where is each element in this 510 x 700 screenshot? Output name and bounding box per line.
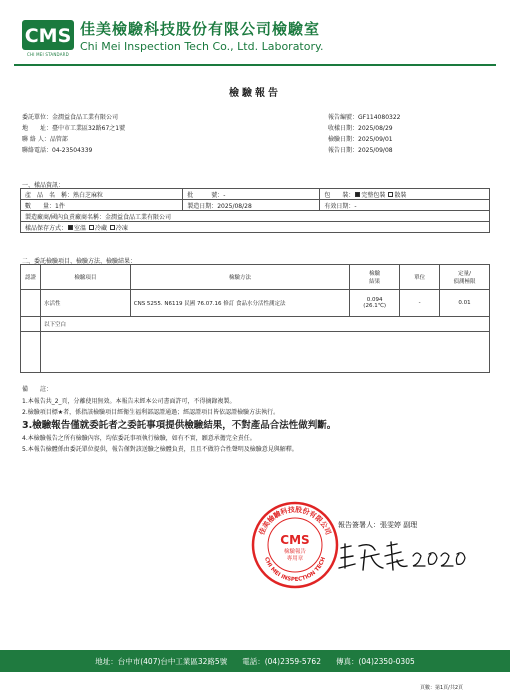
company-seal xyxy=(250,500,340,590)
handwritten-signature xyxy=(335,540,475,574)
row-method: CNS 5255. N6119 民國 76.07.16 修訂 食品水分活性測定法 xyxy=(130,290,349,317)
note-2: 2.檢驗項目標★者，係指該檢驗項目經衛生福利部認證通過；經認證項目皆依認證檢驗方法執行。 xyxy=(22,409,280,416)
seal-line-1: 檢驗報告 xyxy=(283,549,307,555)
logo-text: CMS xyxy=(24,25,72,47)
note-4: 4.本檢驗報告之所有檢驗內容，均依委託事項執行檢驗，如有不實，願意承擔完全責任。 xyxy=(22,435,256,442)
client-address: 地 址：臺中市工業區32路67之1號 xyxy=(22,125,126,132)
storage-label: 樣品保存方式： xyxy=(25,224,68,232)
col-header-item: 檢驗項目 xyxy=(40,265,130,290)
manufacturer: 製造廠商/國內負責廠商名稱：金潤益食品工業有限公司 xyxy=(21,211,490,222)
table-row xyxy=(21,332,490,373)
col-header-limit: 定量/ 偵測極限 xyxy=(440,265,490,290)
lot-number: 批 號：- xyxy=(183,189,320,200)
report-number: 報告編號：GF114080322 xyxy=(328,114,401,121)
seal-logo: CMS xyxy=(280,533,310,547)
col-header-accreditation: 認證 xyxy=(21,265,41,290)
client-info xyxy=(22,112,125,156)
row-result-temp: (26.1℃) xyxy=(363,303,387,309)
manufacture-date: 製造日期：2025/08/28 xyxy=(183,200,320,211)
seal-ring-english: CHI MEI INSPECTION TECH xyxy=(263,556,327,584)
document-title: 檢驗報告 xyxy=(229,88,281,99)
sample-section-title: 一、樣品資訊： xyxy=(22,182,65,189)
row-result xyxy=(350,290,400,317)
packaging-complete-label: 完整包裝 xyxy=(361,191,386,199)
storage-room-temp-label: 室溫 xyxy=(74,224,87,232)
packaging-complete-checkbox xyxy=(355,192,360,197)
page-number: 頁數：第1頁/共2頁 xyxy=(420,685,464,691)
company-logo xyxy=(22,20,74,50)
packaging xyxy=(320,189,490,200)
logo-subtitle: CHI MEI STANDARD xyxy=(27,52,69,57)
row-result-value: 0.094 xyxy=(366,297,383,303)
product-name: 產 品 名 稱：熟白芝麻粒 xyxy=(21,189,183,200)
report-signer: 報告簽署人：張雯婷 副理 xyxy=(338,521,418,529)
note-1: 1.本報告共_2_頁，分離使用無效。本報告未經本公司書面許可，不得摘錄複製。 xyxy=(22,398,236,405)
note-3: 3.檢驗報告僅就委託者之委託事項提供檢驗結果，不對產品合法性做判斷。 xyxy=(22,420,337,431)
client-phone: 聯絡電話：04-23504339 xyxy=(22,147,93,154)
notes-heading: 備 註： xyxy=(22,386,53,393)
storage-room-temp-checkbox xyxy=(68,225,73,230)
row-item: 水活性 xyxy=(40,290,130,317)
row-accreditation xyxy=(21,290,41,317)
table-row xyxy=(21,290,490,317)
col-header-method: 檢驗方法 xyxy=(130,265,349,290)
packaging-bulk-checkbox xyxy=(388,192,393,197)
storage-method xyxy=(21,222,490,233)
report-info xyxy=(328,112,400,156)
col-header-result: 檢驗 結果 xyxy=(350,265,400,290)
expiry-date: 有效日期：- xyxy=(320,200,490,211)
row-limit: 0.01 xyxy=(440,290,490,317)
seal-ring-text: 佳美檢驗科技股份有限公司 xyxy=(257,505,333,537)
storage-frozen-label: 冷凍 xyxy=(115,224,128,232)
row-unit: - xyxy=(400,290,440,317)
note-5: 5.本報告檢體係由委託單位提供，報告僅對該送驗之檢體負責，且且不做符合性聲明及檢驗意見與解釋。 xyxy=(22,446,298,453)
sample-info-table xyxy=(20,188,490,233)
col-header-unit: 單位 xyxy=(400,265,440,290)
company-name-cn: 佳美檢驗科技股份有限公司檢驗室 xyxy=(80,20,321,38)
storage-refrigerated-checkbox xyxy=(89,225,94,230)
packaging-label: 包 裝： xyxy=(324,191,355,199)
header-divider xyxy=(14,64,496,66)
end-of-table-text: 以下空白 xyxy=(40,317,489,332)
svg-text:佳美檢驗科技股份有限公司 xyxy=(257,505,333,536)
storage-refrigerated-label: 冷藏 xyxy=(94,224,107,232)
packaging-bulk-label: 散裝 xyxy=(394,191,407,199)
company-name-en: Chi Mei Inspection Tech Co., Ltd. Laboratory. xyxy=(80,40,324,53)
quantity: 數 量：1件 xyxy=(21,200,183,211)
seal-line-2: 專用章 xyxy=(286,556,304,562)
issue-date: 報告日期：2025/09/08 xyxy=(328,147,393,154)
table-row xyxy=(21,317,490,332)
test-date: 檢驗日期：2025/09/01 xyxy=(328,136,393,143)
client-contact: 聯 絡 人：品管部 xyxy=(22,136,68,143)
storage-frozen-checkbox xyxy=(110,225,115,230)
footer-contact: 地址：台中市(407)台中工業區32路5號 電話：(04)2359-5762 傳真：(04)2350-0305 xyxy=(95,657,415,666)
client-name: 委託單位：金潤益食品工業有限公司 xyxy=(22,114,119,121)
test-results-table xyxy=(20,264,490,373)
notes-list xyxy=(22,396,336,455)
received-date: 收樣日期：2025/08/29 xyxy=(328,125,393,132)
test-section-title: 二、委託檢驗項目、檢驗方法、檢驗結果： xyxy=(22,258,137,265)
